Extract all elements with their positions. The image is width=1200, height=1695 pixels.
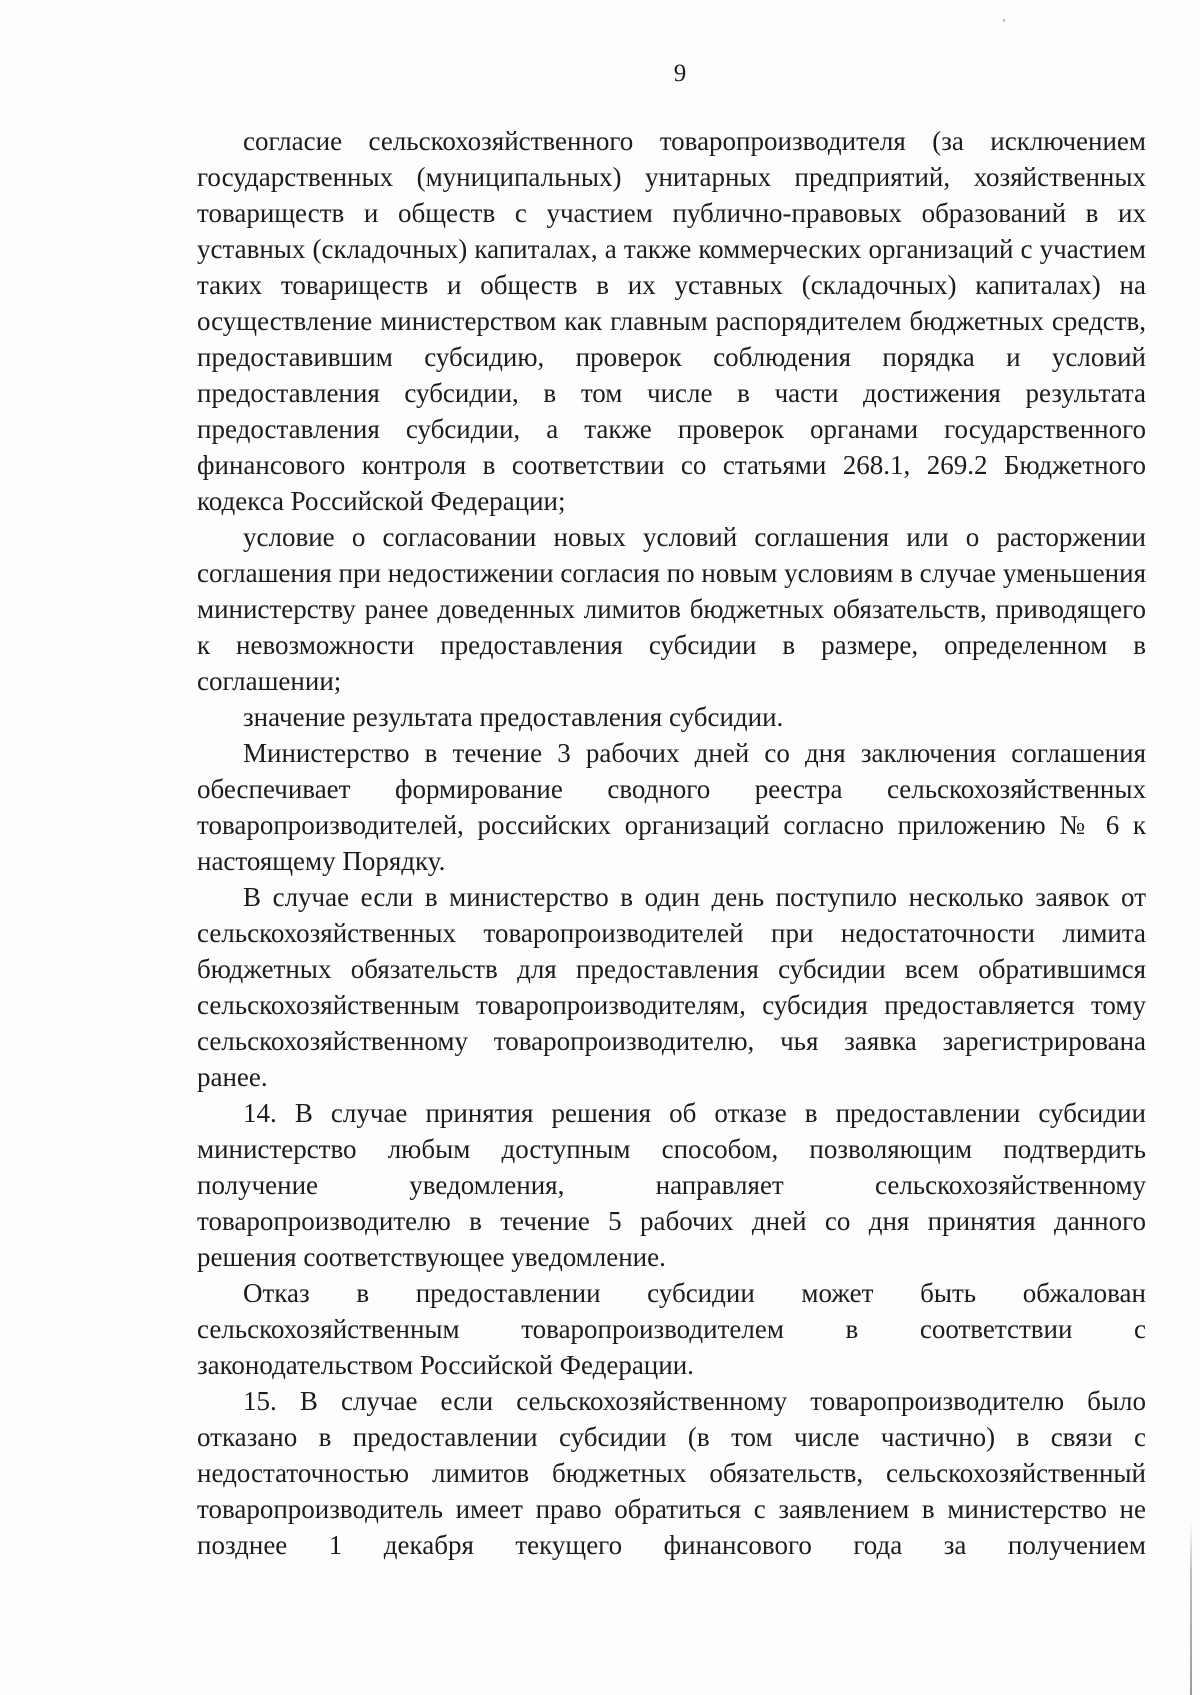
paragraph-consent-clause: согласие сельскохозяйственного товаропроизводителя (за исключением государственных (муниципальных) унитарных предприятий, хозяйственных товариществ и обществ с участием публично-правовых образований в их уставных (складочных) капиталах, а также коммерческих организаций с участием таких товариществ и обществ в их уставных (складочных) капиталах) на осуществление министерством как главным распорядителем бюджетных средств, предоставившим субсидию, проверок соблюдения порядка и условий предоставления субсидии, в том числе в части достижения результата предоставления субсидии, а также проверок органами государственного финансового контроля в соответствии со статьями 268.1, 269.2 Бюджетного кодекса Российской Федерации; bbox=[197, 126, 1146, 516]
paragraph-refusal-appeal: Отказ в предоставлении субсидии может быть обжалован сельскохозяйственным товаропроизводителем в соответствии с законодательством Российской Федерации. bbox=[197, 1278, 1146, 1380]
paragraph-14-refusal-notice: 14. В случае принятия решения об отказе в предоставлении субсидии министерство любым доступным способом, позволяющим подтвердить получение уведомления, направляет сельскохозяйственному товаропроизводителю в течение 5 рабочих дней со дня принятия данного решения соответствующее уведомление. bbox=[197, 1098, 1146, 1272]
paragraph-agreement-terms-clause: условие о согласовании новых условий соглашения или о расторжении соглашения при недостижении согласия по новым условиям в случае уменьшения министерству ранее доведенных лимитов бюджетных обязательств, приводящего к невозможности предоставления субсидии в размере, определенном в соглашении; bbox=[197, 522, 1146, 696]
scan-edge-artifact bbox=[1190, 1520, 1192, 1695]
scan-speck bbox=[1003, 19, 1005, 22]
document-body bbox=[197, 123, 1146, 1563]
paragraph-15-reapplication: 15. В случае если сельскохозяйственному товаропроизводителю было отказано в предоставлении субсидии (в том числе частично) в связи с недостаточностью лимитов бюджетных обязательств, сельскохозяйственный товаропроизводитель имеет право обратиться с заявлением в министерство не позднее 1 декабря текущего финансового года за получением bbox=[197, 1386, 1146, 1560]
paragraph-registry-formation: Министерство в течение 3 рабочих дней со дня заключения соглашения обеспечивает формирование сводного реестра сельскохозяйственных товаропроизводителей, российских организаций согласно приложению № 6 к настоящему Порядку. bbox=[197, 738, 1146, 876]
page-number: 9 bbox=[673, 60, 687, 87]
paragraph-result-value-clause: значение результата предоставления субсидии. bbox=[243, 702, 784, 732]
paragraph-multiple-applications: В случае если в министерство в один день поступило несколько заявок от сельскохозяйственных товаропроизводителей при недостаточности лимита бюджетных обязательств для предоставления субсидии всем обратившимся сельскохозяйственным товаропроизводителям, субсидия предоставляется тому сельскохозяйственному товаропроизводителю, чья заявка зарегистрирована ранее. bbox=[197, 882, 1146, 1092]
